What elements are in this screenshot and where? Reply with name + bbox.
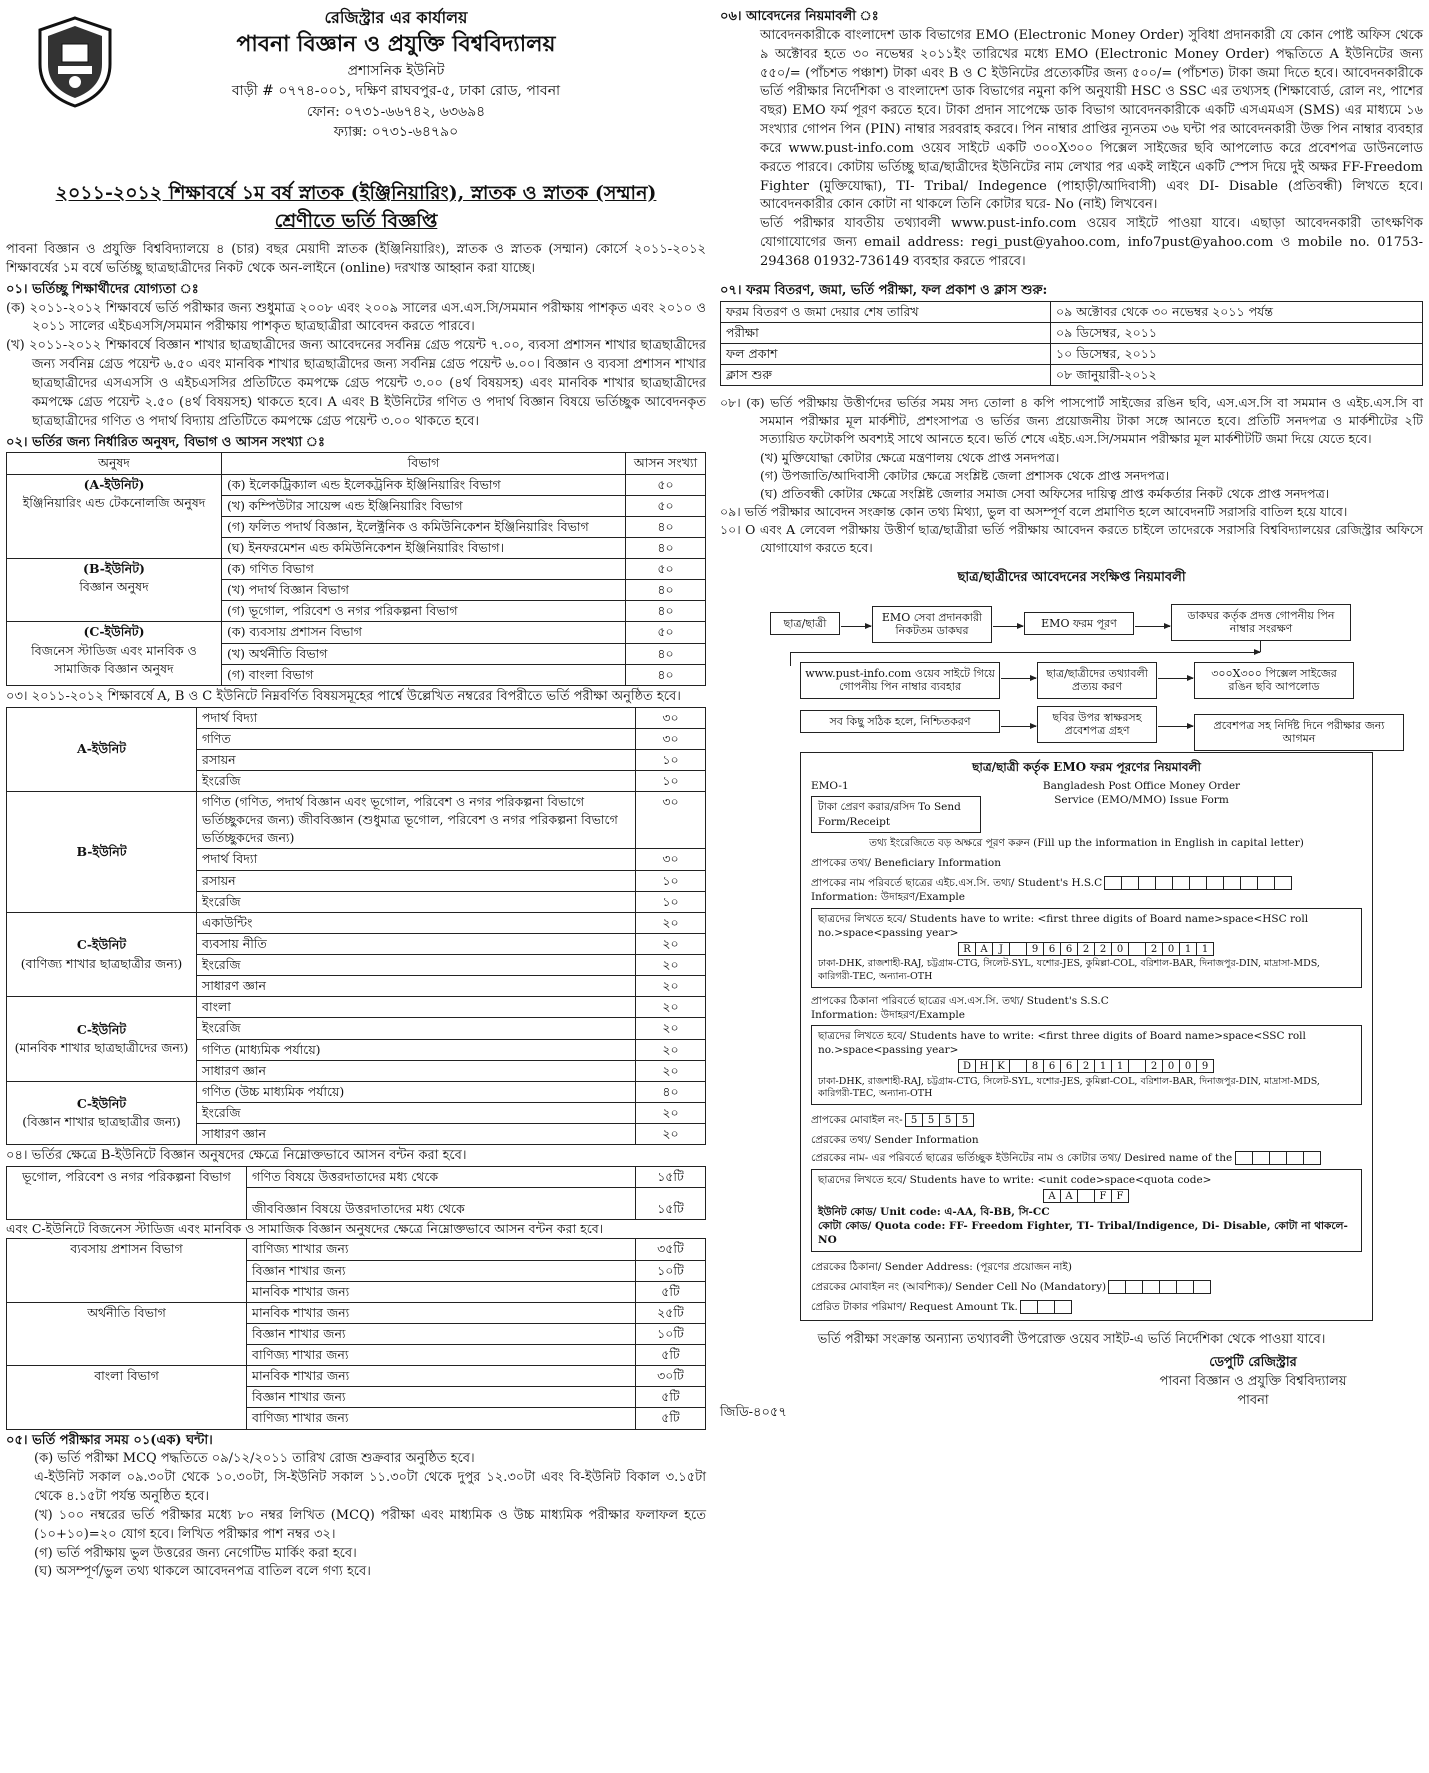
emo-mobile-cells bbox=[906, 1113, 974, 1127]
form-cell: D bbox=[958, 1059, 976, 1073]
emo-send-box: টাকা প্রেরণ করার/রসিদ To Send Form/Receipt bbox=[811, 796, 981, 832]
flow-step-fill-emo: EMO ফরম পূরণ bbox=[1024, 612, 1134, 635]
seat-cell: ৫০ bbox=[626, 474, 706, 495]
s6-heading: ০৬। আবেদনের নিয়মাবলী ঃ bbox=[720, 9, 879, 24]
flow-line bbox=[790, 652, 1260, 653]
b-row-label: জীববিজ্ঞান বিষয়ে উত্তরদাতাদের মধ্য থেকে bbox=[247, 1188, 636, 1220]
faculty-name: ইঞ্জিনিয়ারিং এন্ড টেকনোলজি অনুষদ bbox=[22, 494, 206, 510]
form-cell bbox=[1009, 942, 1027, 956]
unit-name: (A-ইউনিট) bbox=[83, 476, 145, 492]
form-cell: 8 bbox=[1026, 1059, 1044, 1073]
seat-table-body bbox=[7, 474, 706, 685]
seat-cell: ৪০ bbox=[626, 664, 706, 685]
seat-table bbox=[6, 452, 706, 685]
s3-heading: ০৩। ২০১১-২০১২ শিক্ষাবর্ষে A, B ও C ইউনিটে নিম্নবর্ণিত বিষয়সমূহের পার্শ্বে উল্লেখিত নম্বরের বিপরীতে ভর্তি পরীক্ষা অনুষ্ঠিত হবে। bbox=[6, 688, 681, 704]
signature-title: ডেপুটি রেজিস্ট্রার bbox=[1209, 1354, 1297, 1370]
emo-sender-cell-boxes bbox=[1109, 1280, 1211, 1294]
emo-hsc-cells-wrap bbox=[818, 942, 1355, 956]
form-cell: 0 bbox=[1162, 1059, 1180, 1073]
seat-cell: ৪০ bbox=[626, 601, 706, 622]
s5-item-gha: (ঘ) অসম্পূর্ণ/ভুল তথ্য থাকলে আবেদনপত্র বাতিল বলে গণ্য হবে। bbox=[34, 1564, 371, 1580]
emo-hsc-frame bbox=[811, 908, 1362, 988]
table-row bbox=[721, 343, 1423, 364]
marks-table-body bbox=[7, 707, 706, 1145]
emo-mobile-row bbox=[811, 1113, 1362, 1127]
seat-cell: ৪০ bbox=[626, 580, 706, 601]
form-cell: R bbox=[958, 942, 976, 956]
seat-cell: ৫টি bbox=[636, 1387, 706, 1408]
seat-cell: ৫টি bbox=[636, 1281, 706, 1302]
marks-cell: ২০ bbox=[636, 1018, 706, 1039]
subject-cell: ইংরেজি bbox=[197, 891, 636, 912]
flow-step-confirm: সব কিছু সঠিক হলে, নিশ্চিতকরণ bbox=[800, 710, 1000, 733]
stream-cell: বিজ্ঞান শাখার জন্য bbox=[247, 1260, 636, 1281]
flow-step-student: ছাত্র/ছাত্রী bbox=[770, 612, 840, 635]
marks-cell: ১০ bbox=[636, 891, 706, 912]
unit-name: A-ইউনিট bbox=[77, 741, 126, 757]
flow-arrow bbox=[1001, 726, 1036, 727]
emo-unit-frame bbox=[811, 1169, 1362, 1252]
s5-item-ga: (গ) ভর্তি পরীক্ষায় ভুল উত্তরের জন্য নেগেটিভ মার্কিং করা হবে। bbox=[34, 1545, 357, 1561]
s8-item-ka: ০৮। (ক) ভর্তি পরীক্ষায় উত্তীর্ণদের ভর্তির সময় সদ্য তোলা ৪ কপি পাসপোর্ট সাইজের রঙিন ছবি, এস.এস.সি বা সমমান ও এইচ.এস.সি বা সমমান পরীক্ষার মূল মার্কশীট, প্রশংসাপত্র ও ভর্তির জন্য প্রয়োজনীয় টাকা সঙ্গে আনতে হবে। প্রতিটি সনদপত্র ও মার্কশীটের ২টি সত্যায়িত ফটোকপি অবশ্যই সাথে আনতে হবে। ভর্তি শেষে এইচ.এস.সি/সমমান পরীক্ষার মূল মার্কশীটটি জমা দিয়ে যেতে হবে। bbox=[720, 395, 1423, 447]
schedule-label: ফল প্রকাশ bbox=[721, 343, 1051, 364]
form-cell: 2 bbox=[1145, 1059, 1163, 1073]
form-cell: A bbox=[975, 942, 993, 956]
seat-cell: ১০টি bbox=[636, 1323, 706, 1344]
table-row bbox=[7, 622, 706, 643]
unit-name: C-ইউনিট bbox=[76, 1021, 127, 1037]
unit-cell bbox=[7, 997, 197, 1082]
emo-hsc-rule: ছাত্রদের লিখতে হবে/ Students have to write: <first three digits of Board name>space<HSC roll no.>space<passing year> bbox=[818, 912, 1309, 939]
s7-heading: ০৭। ফরম বিতরণ, জমা, ভর্তি পরীক্ষা, ফল প্রকাশ ও ক্লাস শুরু: bbox=[720, 282, 1048, 298]
s6-paragraph-1: আবেদনকারীকে বাংলাদেশ ডাক বিভাগের EMO (Electronic Money Order) সুবিধা প্রদানকারী যে কোন পোষ্ট অফিস থেকে ৯ অক্টোবর হতে ৩০ নভেম্বর ২০১১ইং তারিখের মধ্যে EMO (Electronic Money Order) পদ্ধতিতে A ইউনিটের জন্য ৫৫০/= (পাঁচশত পঞ্চাশ) টাকা এবং B ও C ইউনিটের প্রত্যেকটির জন্য ৫০০/= (পাঁচশত) টাকা জমা দিতে হবে। আবেদনকারীকে ভর্তি পরীক্ষার নির্দেশিকা ও বাংলাদেশ ডাক বিভাগের নমুনা কপি অনুযায়ী HSC ও SSC এর তথ্যসহ (শিক্ষাবোর্ড, রোল নং, পাশের বছর) EMO ফর্ম পূরণ করতে হবে। টাকা প্রদান সাপেক্ষে ডাক বিভাগ আবেদনকারীকে একটি এসএমএস (SMS) এর মাধ্যমে ১৬ সংখ্যার গোপন পিন (PIN) নাম্বার সরবরাহ করবে। পিন নাম্বার প্রাপ্তির ন্যূনতম ৩৬ ঘন্টা পর আবেদনকারী উক্ত পিন নাম্বার ব্যবহার করে www.pust-info.com ওয়েব সাইটে একটি ৩০০X৩০০ পিক্সেল সাইজের ছবি আপলোড করে প্রবেশপত্র ডাউনলোড করতে পারবে। কোটায় ভর্তিচ্ছু ছাত্র/ছাত্রীদের ইউনিটের নাম লেখার পর একই লাইনে একটি স্পেস দিয়ে দুই অক্ষর FF-Freedom Fighter (মুক্তিযোদ্ধা), TI- Tribal/ Indegence (পাহাড়ী/আদিবাসী) এবং DI- Disable (প্রতিবন্ধী) লিখতে হবে। আবেদনকারীর কোন কোটা না থাকলে তিনি কোটার ঘরে- No (নাই) লিখবেন। bbox=[760, 27, 1423, 213]
emo-fill-note: তথ্য ইংরেজিতে বড় অক্ষরে পূরণ করুন (Fill up the information in English in capital letter) bbox=[869, 836, 1304, 849]
seat-cell: ৩০টি bbox=[636, 1366, 706, 1387]
emo-unit-code: ইউনিট কোড/ Unit code: এ-AA, বি-BB, সি-CC bbox=[818, 1206, 1050, 1218]
unit-name: C-ইউনিট bbox=[76, 937, 127, 953]
signature-city: পাবনা bbox=[1237, 1392, 1269, 1408]
faculty-name: বিজ্ঞান অনুষদ bbox=[79, 579, 149, 595]
flow-step-website: www.pust-info.com ওয়েব সাইটে গিয়ে গোপনীয় পিন নাম্বার ব্যবহার bbox=[800, 662, 1000, 698]
unit-name: C-ইউনিট bbox=[76, 1095, 127, 1111]
schedule-value: ০৮ জানুয়ারী-২০১২ bbox=[1051, 365, 1423, 386]
footer-note: ভর্তি পরীক্ষা সংক্রান্ত অন্যান্য তথ্যাবলী উপরোক্ত ওয়েব সাইট-এ ভর্তি নির্দেশিকা থেকে পাওয়া যাবে। bbox=[817, 1332, 1326, 1348]
subject-cell: একাউন্টিং bbox=[197, 912, 636, 933]
emo-sender-cell: প্রেরকের মোবাইল নং (আবশ্যিক)/ Sender Cell No (Mandatory) bbox=[811, 1280, 1107, 1293]
s1-heading: ০১। ভর্তিচ্ছু শিক্ষার্থীদের যোগ্যতা ঃ bbox=[6, 281, 199, 297]
marks-cell: ৩০ bbox=[636, 728, 706, 749]
marks-cell: ২০ bbox=[636, 1124, 706, 1145]
right-column bbox=[720, 6, 1423, 1434]
emo-info-example-2: Information: উদাহরণ/Example bbox=[811, 1008, 965, 1021]
marks-cell: ৩০ bbox=[636, 707, 706, 728]
letterhead bbox=[6, 6, 706, 178]
subject-cell: সাধারণ জ্ঞান bbox=[197, 1124, 636, 1145]
marks-cell: ৩০ bbox=[636, 849, 706, 870]
unit-cell bbox=[7, 622, 222, 685]
form-cell: 6 bbox=[1060, 1059, 1078, 1073]
flow-step-post-office: EMO সেবা প্রদানকারী নিকটতম ডাকঘর bbox=[872, 606, 992, 642]
table-row bbox=[7, 707, 706, 728]
flow-step-upload-photo: ৩০০X৩০০ পিক্সেল সাইজের রঙিন ছবি আপলোড bbox=[1194, 662, 1354, 698]
unit-name: প্রশাসনিক ইউনিট bbox=[347, 63, 445, 80]
gd-number: জিডি-৪০৫৭ bbox=[720, 1404, 787, 1420]
form-cell: 5 bbox=[922, 1113, 940, 1127]
form-cell: 9 bbox=[1196, 1059, 1214, 1073]
notice-subtitle: শ্রেণীতে ভর্তি বিজ্ঞপ্তি bbox=[274, 209, 438, 232]
emo-title: ছাত্র/ছাত্রী কর্তৃক EMO ফরম পূরণের নিয়মাবলী bbox=[972, 760, 1201, 775]
form-cell: F bbox=[1111, 1189, 1129, 1203]
emo-left bbox=[811, 779, 981, 836]
s6-paragraph-2: ভর্তি পরীক্ষার যাবতীয় তথ্যাবলী www.pust-info.com ওয়েব সাইটে পাওয়া যাবে। এছাড়া আবেদনকারী তাৎক্ষণিক যোগাযোগের জন্য email address: regi_pust@yahoo.com, info7pust@yahoo.com ও mobile no. 01753-294368 01932-736149 ব্যবহার করতে পারবে। bbox=[760, 216, 1423, 269]
unit-cell bbox=[7, 559, 222, 622]
emo-beneficiary: প্রাপকের তথ্য/ Beneficiary Information bbox=[811, 857, 1001, 869]
c-allocation-body bbox=[7, 1239, 706, 1429]
form-cell: 6 bbox=[1060, 942, 1078, 956]
marks-cell: ২০ bbox=[636, 933, 706, 954]
marks-cell: ১০ bbox=[636, 770, 706, 791]
table-row bbox=[7, 792, 706, 849]
flow-arrow bbox=[1001, 678, 1036, 679]
dept-cell: (ক) গণিত বিভাগ bbox=[222, 559, 626, 580]
form-cell: 5 bbox=[905, 1113, 923, 1127]
table-row bbox=[7, 1081, 706, 1102]
form-cell: A bbox=[1043, 1189, 1061, 1203]
b-row-label: গণিত বিষয়ে উত্তরদাতাদের মধ্য থেকে bbox=[247, 1167, 636, 1188]
subject-cell: রসায়ন bbox=[197, 870, 636, 891]
dept-cell: (খ) পদার্থ বিজ্ঞান বিভাগ bbox=[222, 580, 626, 601]
form-cell bbox=[1009, 1059, 1027, 1073]
subject-cell: ইংরেজি bbox=[197, 955, 636, 976]
unit-name: (B-ইউনিট) bbox=[83, 561, 145, 576]
form-cell: 9 bbox=[1026, 942, 1044, 956]
emo-code: EMO-1 bbox=[811, 780, 849, 793]
subject-cell: পদার্থ বিদ্যা bbox=[197, 849, 636, 870]
flow-arrow bbox=[1135, 626, 1170, 627]
form-cell: 6 bbox=[1043, 1059, 1061, 1073]
marks-cell: ২০ bbox=[636, 1039, 706, 1060]
seat-cell: ৩৫টি bbox=[636, 1239, 706, 1260]
marks-cell: ১০ bbox=[636, 749, 706, 770]
emo-desired-label: প্রেরকের নাম- এর পরিবর্তে ছাত্রের ভর্তিচ্ছুক ইউনিটের নাম ও কোটার তথ্য/ Desired name of the bbox=[811, 1152, 1233, 1165]
form-cell: 0 bbox=[1111, 942, 1129, 956]
marks-cell: ২০ bbox=[636, 1102, 706, 1123]
university-name: পাবনা বিজ্ঞান ও প্রযুক্তি বিশ্ববিদ্যালয় bbox=[236, 31, 556, 58]
marks-cell: ২০ bbox=[636, 912, 706, 933]
form-cell: 1 bbox=[1111, 1059, 1129, 1073]
s6-body bbox=[720, 27, 1423, 272]
schedule-value: ১০ ডিসেম্বর, ২০১১ bbox=[1051, 343, 1423, 364]
schedule-table bbox=[720, 301, 1423, 387]
dept-cell: (ঘ) ইনফরমেশন এন্ড কমিউনিকেশন ইঞ্জিনিয়ারিং বিভাগ। bbox=[222, 537, 626, 558]
emo-hsc-cells bbox=[959, 942, 1214, 956]
subject-cell: গণিত (গণিত, পদার্থ বিজ্ঞান এবং ভূগোল, পরিবেশ ও নগর পরিকল্পনা বিভাগে ভর্তিচ্ছুকদের জন্য) জীববিজ্ঞান (শুধুমাত্র ভূগোল, পরিবেশ ও নগর পরিকল্পনা বিভাগে ভর্তিচ্ছুকদের জন্য) bbox=[197, 792, 636, 849]
stream-cell: মানবিক শাখার জন্য bbox=[247, 1366, 636, 1387]
unit-sub: (মানবিক শাখার ছাত্রছাত্রীদের জন্য) bbox=[14, 1040, 189, 1056]
flow-arrow bbox=[1158, 678, 1193, 679]
emo-unit-cells-wrap bbox=[818, 1189, 1355, 1203]
emo-desired-boxes bbox=[1236, 1151, 1321, 1165]
faculty-name: বিজনেস স্টাডিজ এবং মানবিক ও সামাজিক বিজ্ঞান অনুষদ bbox=[31, 642, 197, 676]
application-flowchart bbox=[720, 596, 1423, 746]
dept-cell: (গ) ফলিত পদার্থ বিজ্ঞান, ইলেক্ট্রনিক ও কমিউনিকেশন ইঞ্জিনিয়ারিং বিভাগ bbox=[222, 516, 626, 537]
subject-cell: গণিত (উচ্চ মাধ্যমিক পর্যায়ে) bbox=[197, 1081, 636, 1102]
emo-amount-row bbox=[811, 1300, 1362, 1314]
stream-cell: মানবিক শাখার জন্য bbox=[247, 1281, 636, 1302]
stream-cell: বিজ্ঞান শাখার জন্য bbox=[247, 1387, 636, 1408]
form-cell: 1 bbox=[1179, 942, 1197, 956]
flow-arrow bbox=[841, 626, 871, 627]
table-row bbox=[721, 365, 1423, 386]
flow-arrow bbox=[993, 626, 1023, 627]
subject-cell: গণিত bbox=[197, 728, 636, 749]
form-cell: 2 bbox=[1145, 942, 1163, 956]
schedule-label: ক্লাস শুরু bbox=[721, 365, 1051, 386]
marks-table bbox=[6, 707, 706, 1146]
emo-amount: প্রেরিত টাকার পরিমাণ/ Request Amount Tk. bbox=[811, 1300, 1018, 1313]
seat-cell: ৪০ bbox=[626, 516, 706, 537]
stream-cell: বাণিজ্য শাখার জন্য bbox=[247, 1408, 636, 1429]
table-row bbox=[721, 322, 1423, 343]
emo-ssc-label: প্রাপকের ঠিকানা পরিবর্তে ছাত্রের এস.এস.সি. তথ্য/ Student's S.S.C bbox=[811, 994, 1109, 1007]
b-dept: ভূগোল, পরিবেশ ও নগর পরিকল্পনা বিভাগ bbox=[7, 1167, 247, 1220]
emo-quota-code: কোটা কোড/ Quota code: FF- Freedom Fighter, TI- Tribal/Indigence, Di- Disable, কোটা না থাকলে- NO bbox=[818, 1220, 1348, 1247]
seat-table-header: অনুষদ bbox=[7, 453, 222, 474]
seat-cell: ৫০ bbox=[626, 559, 706, 580]
s5-item-ka2: এ-ইউনিট সকাল ০৯.৩০টা থেকে ১০.৩০টা, সি-ইউনিট সকাল ১১.৩০টা থেকে দুপুর ১২.৩০টা এবং বি-ইউনিট বিকাল ৩.১৫টা থেকে ৪.১৫টা পর্যন্ত অনুষ্ঠিত হবে। bbox=[34, 1470, 706, 1505]
emo-ssc-rule: ছাত্রদের লিখতে হবে/ Students have to write: <first three digits of Board name>space<SSC roll no.>space<passing year> bbox=[818, 1030, 1306, 1057]
s10-item: ১০। O এবং A লেবেল পরীক্ষায় উত্তীর্ণ ছাত্র/ছাত্রীরা ভর্তি পরীক্ষায় আবেদন করতে চাইলে তাদেরকে সরাসরি বিশ্ববিদ্যালয়ের রেজিস্ট্রার অফিসে যোগাযোগ করতে হবে। bbox=[720, 522, 1423, 556]
subject-cell: সাধারণ জ্ঞান bbox=[197, 976, 636, 997]
emo-sender: প্রেরকের তথ্য/ Sender Information bbox=[811, 1134, 979, 1147]
seat-cell: ৫০ bbox=[626, 495, 706, 516]
left-column bbox=[6, 6, 706, 1582]
unit-sub: (বিজ্ঞান শাখার ছাত্রছাত্রীর জন্য) bbox=[22, 1114, 181, 1130]
subject-cell: ইংরেজি bbox=[197, 1018, 636, 1039]
seat-cell: ৫টি bbox=[636, 1408, 706, 1429]
b-row-seats: ১৫টি bbox=[636, 1167, 706, 1188]
form-cell: 5 bbox=[939, 1113, 957, 1127]
s8-item-ga: (গ) উপজাতি/আদিবাসী কোটার ক্ষেত্রে সংশ্লিষ্ট জেলা প্রশাসক থেকে প্রাপ্ত সনদপত্র। bbox=[760, 467, 1170, 483]
b-allocation-table bbox=[6, 1166, 706, 1220]
emo-mobile-label: প্রাপকের মোবাইল নং- bbox=[811, 1114, 903, 1127]
s1-item-kha: (খ) ২০১১-২০১২ শিক্ষাবর্ষে বিজ্ঞান শাখার ছাত্রছাত্রীদের জন্য আবেদনের সর্বনিম্ন গ্রেড পয়েন্ট ৭.০০, ব্যবসা প্রশাসন শাখার ছাত্রছাত্রীদের জন্য সর্বনিম্ন গ্রেড পয়েন্ট ৬.৫০ এবং মানবিক শাখার ছাত্রছাত্রীদের জন্য সর্বনিম্ন গ্রেড পয়েন্ট ৬.০০। বিজ্ঞান ও ব্যবসা প্রশাসন শাখার ছাত্রছাত্রীদের এসএসসি ও এইচএসসির প্রতিটিতে কমপক্ষে গ্রেড পয়েন্ট ৩.০০ (৪র্থ বিষয়সহ) এবং মানবিক শাখার ছাত্রছাত্রীদের কমপক্ষে গ্রেড পয়েন্ট ২.৫০ (৪র্থ বিষয়সহ) থাকতে হবে। A এবং B ইউনিটের গণিত ও পদার্থ বিজ্ঞান বিষয়ে ভর্তিচ্ছুক আবেদনকৃত ছাত্রছাত্রীদের গণিত ও পদার্থ বিদ্যায় প্রতিটিতে কমপক্ষে গ্রেড পয়েন্ট ৩.০০ থাকতে হবে। bbox=[6, 338, 706, 429]
subject-cell: ব্যবসায় নীতি bbox=[197, 933, 636, 954]
form-cell: 2 bbox=[1077, 1059, 1095, 1073]
seat-cell: ১০টি bbox=[636, 1260, 706, 1281]
form-cell: K bbox=[992, 1059, 1010, 1073]
flow-line bbox=[790, 652, 791, 666]
schedule-label: পরীক্ষা bbox=[721, 322, 1051, 343]
emo-spacer bbox=[1302, 779, 1362, 836]
table-row bbox=[7, 559, 706, 580]
schedule-label: ফরম বিতরণ ও জমা দেয়ার শেষ তারিখ bbox=[721, 301, 1051, 322]
signature-area bbox=[720, 1354, 1423, 1434]
s5-item-kha: (খ) ১০০ নম্বরের ভর্তি পরীক্ষার মধ্যে ৮০ নম্বর লিখিত (MCQ) পরীক্ষা এবং মাধ্যমিক ও উচ্চ মাধ্যমিক পরীক্ষার ফলাফল হতে (১০+১০)=২০ যোগ হবে। লিখিত পরীক্ষার পাশ নম্বর ৩২। bbox=[34, 1507, 706, 1542]
emo-hsc-row bbox=[811, 876, 1362, 890]
table-row bbox=[721, 301, 1423, 322]
emo-boards-2: ঢাকা-DHK, রাজশাহী-RAJ, চট্টগ্রাম-CTG, সিলেট-SYL, যশোর-JES, কুমিল্লা-COL, বরিশাল-BAR, দিনাজপুর-DIN, মাদ্রাসা-MDS, কারিগরী-TEC, অন্যান্য-OTH bbox=[818, 1075, 1320, 1100]
form-cell bbox=[1128, 942, 1146, 956]
form-cell: 6 bbox=[1043, 942, 1061, 956]
emo-office: Bangladesh Post Office Money Order Service (EMO/MMO) Issue Form bbox=[1042, 780, 1241, 807]
emo-info-example: Information: উদাহরণ/Example bbox=[811, 891, 965, 904]
dept-cell: (ক) ইলেকট্রিক্যাল এন্ড ইলেকট্রনিক ইঞ্জিনিয়ারিং বিভাগ bbox=[222, 474, 626, 495]
schedule-table-body bbox=[721, 301, 1423, 386]
subject-cell: পদার্থ বিদ্যা bbox=[197, 707, 636, 728]
unit-cell bbox=[7, 912, 197, 997]
seat-cell: ৫০ bbox=[626, 622, 706, 643]
c-allocation-table bbox=[6, 1238, 706, 1429]
table-row bbox=[7, 1239, 706, 1260]
emo-sender-address: প্রেরকের ঠিকানা/ Sender Address: (পূরণের প্রয়োজন নাই) bbox=[811, 1260, 1072, 1273]
table-row bbox=[7, 1167, 706, 1188]
fax: ফ্যাক্স: ০৭৩১-৬৪৭৯০ bbox=[333, 123, 459, 140]
marks-cell: ৩০ bbox=[636, 792, 706, 849]
form-cell: 1 bbox=[1196, 942, 1214, 956]
seat-cell: ৪০ bbox=[626, 643, 706, 664]
unit-cell bbox=[7, 792, 197, 913]
flow-title: ছাত্র/ছাত্রীদের আবেদনের সংক্ষিপ্ত নিয়মাবলী bbox=[957, 570, 1186, 586]
table-row bbox=[7, 1366, 706, 1387]
flow-step-admit-card: ছবির উপর স্বাক্ষরসহ প্রবেশপত্র গ্রহণ bbox=[1037, 706, 1157, 742]
schedule-value: ০৯ অক্টোবর থেকে ৩০ নভেম্বর ২০১১ পর্যন্ত bbox=[1051, 301, 1423, 322]
form-cell bbox=[1128, 1059, 1146, 1073]
s1-item-ka: (ক) ২০১১-২০১২ শিক্ষাবর্ষে ভর্তি পরীক্ষার জন্য শুধুমাত্র ২০০৮ এবং ২০০৯ সালের এস.এস.সি/সমমান পরীক্ষায় পাশকৃত এবং ২০১০ ও ২০১১ সালের এইচএসসি/সমমান পরীক্ষায় পাশকৃত ছাত্রছাত্রীরা আবেদন করতে পারবে। bbox=[6, 300, 706, 335]
form-cell: 5 bbox=[956, 1113, 974, 1127]
flow-step-exam-day: প্রবেশপত্র সহ নির্দিষ্ট দিনে পরীক্ষার জন্য আগমন bbox=[1194, 714, 1404, 750]
form-cell: 2 bbox=[1094, 942, 1112, 956]
emo-ssc-cells-wrap bbox=[818, 1059, 1355, 1073]
b-row-seats: ১৫টি bbox=[636, 1188, 706, 1220]
table-row bbox=[7, 474, 706, 495]
marks-cell: ২০ bbox=[636, 997, 706, 1018]
flow-step-verify: ছাত্র/ছাত্রীদের তথ্যাবলী প্রত্যয় করণ bbox=[1037, 662, 1157, 698]
subject-cell: ইংরেজি bbox=[197, 1102, 636, 1123]
dept-cell: (খ) অর্থনীতি বিভাগ bbox=[222, 643, 626, 664]
emo-desired-row bbox=[811, 1151, 1362, 1165]
unit-cell bbox=[7, 707, 197, 792]
subject-cell: রসায়ন bbox=[197, 749, 636, 770]
stream-cell: বাণিজ্য শাখার জন্য bbox=[247, 1239, 636, 1260]
emo-top bbox=[811, 779, 1362, 836]
s8-item-kha: (খ) মুক্তিযোদ্ধা কোটার ক্ষেত্রে মন্ত্রণালয় থেকে প্রাপ্ত সনদপত্র। bbox=[760, 449, 1060, 465]
marks-cell: ২০ bbox=[636, 976, 706, 997]
flow-step-save-pin: ডাকঘর কর্তৃক প্রদত্ত গোপনীয় পিন নাম্বার সংরক্ষণ bbox=[1171, 604, 1351, 640]
form-cell: 0 bbox=[1162, 942, 1180, 956]
seat-cell: ৫টি bbox=[636, 1345, 706, 1366]
form-cell: F bbox=[1094, 1189, 1112, 1203]
emo-sender-cell-row bbox=[811, 1280, 1362, 1294]
emo-ssc-cells bbox=[959, 1059, 1214, 1073]
form-cell: A bbox=[1060, 1189, 1078, 1203]
unit-name: (C-ইউনিট) bbox=[83, 624, 145, 640]
s9-item: ০৯। ভর্তি পরীক্ষার আবেদন সংক্রান্ত কোন তথ্য মিথ্যা, ভুল বা অসম্পূর্ণ বলে প্রমাণিত হলে আবেদনটি সরাসরি বাতিল হয়ে যাবে। bbox=[720, 503, 1348, 519]
stream-cell: বিজ্ঞান শাখার জন্য bbox=[247, 1323, 636, 1344]
form-cell: 1 bbox=[1094, 1059, 1112, 1073]
seat-table-header: আসন সংখ্যা bbox=[626, 453, 706, 474]
marks-cell: ২০ bbox=[636, 1060, 706, 1081]
dept-cell: (ক) ব্যবসায় প্রশাসন বিভাগ bbox=[222, 622, 626, 643]
office-name: রেজিস্ট্রার এর কার্যালয় bbox=[324, 8, 468, 27]
emo-amount-boxes bbox=[1021, 1300, 1072, 1314]
phone: ফোন: ০৭৩১-৬৬৭৪২, ৬৩৬৯৪ bbox=[306, 103, 486, 120]
dept-cell: ব্যবসায় প্রশাসন বিভাগ bbox=[7, 1239, 247, 1302]
seat-cell: ৪০ bbox=[626, 537, 706, 558]
table-row bbox=[7, 1302, 706, 1323]
subject-cell: গণিত (মাধ্যমিক পর্যায়ে) bbox=[197, 1039, 636, 1060]
marks-cell: ২০ bbox=[636, 955, 706, 976]
table-row bbox=[7, 912, 706, 933]
emo-boards: ঢাকা-DHK, রাজশাহী-RAJ, চট্টগ্রাম-CTG, সিলেট-SYL, যশোর-JES, কুমিল্লা-COL, বরিশাল-BAR, দিনাজপুর-DIN, মাদ্রাসা-MDS, কারিগরী-TEC, অন্যান্য-OTH bbox=[818, 958, 1320, 982]
schedule-value: ০৯ ডিসেম্বর, ২০১১ bbox=[1051, 322, 1423, 343]
form-cell: 0 bbox=[1179, 1059, 1197, 1073]
unit-name: B-ইউনিট bbox=[76, 843, 127, 859]
subject-cell: সাধারণ জ্ঞান bbox=[197, 1060, 636, 1081]
seat-table-header: বিভাগ bbox=[222, 453, 626, 474]
s5-item-ka: (ক) ভর্তি পরীক্ষা MCQ পদ্ধতিতে ০৯/১২/২০১১ তারিখ রোজ শুক্রবার অনুষ্ঠিত হবে। bbox=[34, 1451, 475, 1467]
signature-block bbox=[1103, 1354, 1403, 1434]
stream-cell: বাণিজ্য শাখার জন্য bbox=[247, 1345, 636, 1366]
dept-cell: বাংলা বিভাগ bbox=[7, 1366, 247, 1429]
s4-heading: ০৪। ভর্তির ক্ষেত্রে B-ইউনিটে বিজ্ঞান অনুষদের ক্ষেত্রে নিম্নোক্তভাবে আসন বন্টন করা হবে। bbox=[6, 1148, 467, 1164]
university-logo-icon bbox=[34, 14, 116, 110]
emo-unit-cells bbox=[1044, 1189, 1129, 1203]
address: বাড়ী # ০৭৭৪-০০১, দক্ষিণ রাঘবপুর-৫, ঢাকা রোড, পাবনা bbox=[231, 83, 561, 100]
form-cell bbox=[1077, 1189, 1095, 1203]
form-cell: 2 bbox=[1077, 942, 1095, 956]
flow-arrow bbox=[1158, 726, 1193, 727]
marks-cell: ৪০ bbox=[636, 1081, 706, 1102]
s8-item-gha: (ঘ) প্রতিবন্ধী কোটার ক্ষেত্রে সংশ্লিষ্ট জেলার সমাজ সেবা অফিসের দায়িত্ব প্রাপ্ত কর্মকর্তার নিকট থেকে প্রাপ্ত সনদপত্র। bbox=[760, 485, 1330, 501]
c-allocation-heading: এবং C-ইউনিটে বিজনেস স্টাডিজ এবং মানবিক ও সামাজিক বিজ্ঞান অনুষদের ক্ষেত্রে নিম্নোক্তভাবে আসন বন্টন করা হবে। bbox=[6, 1221, 604, 1237]
s2-heading: ০২। ভর্তির জন্য নির্ধারিত অনুষদ, বিভাগ ও আসন সংখ্যা ঃ bbox=[6, 434, 325, 450]
dept-cell: অর্থনীতি বিভাগ bbox=[7, 1302, 247, 1365]
emo-hsc-empty-boxes bbox=[1105, 876, 1292, 890]
unit-cell bbox=[7, 474, 222, 559]
emo-ssc-frame bbox=[811, 1025, 1362, 1105]
emo-form-sample bbox=[800, 752, 1373, 1321]
notice-title: ২০১১-২০১২ শিক্ষাবর্ষে ১ম বর্ষ স্নাতক (ইঞ্জিনিয়ারিং), স্নাতক ও স্নাতক (সম্মান) bbox=[55, 182, 657, 204]
s8-block bbox=[720, 394, 1423, 557]
s5-body bbox=[6, 1450, 706, 1582]
form-cell: H bbox=[975, 1059, 993, 1073]
unit-sub: (বাণিজ্য শাখার ছাত্রছাত্রীর জন্য) bbox=[20, 955, 183, 971]
seat-cell: ২৫টি bbox=[636, 1302, 706, 1323]
subject-cell: বাংলা bbox=[197, 997, 636, 1018]
dept-cell: (গ) বাংলা বিভাগ bbox=[222, 664, 626, 685]
stream-cell: মানবিক শাখার জন্য bbox=[247, 1302, 636, 1323]
signature-university: পাবনা বিজ্ঞান ও প্রযুক্তি বিশ্ববিদ্যালয় bbox=[1159, 1373, 1347, 1389]
dept-cell: (খ) কম্পিউটার সায়েন্স এন্ড ইঞ্জিনিয়ারিং বিভাগ bbox=[222, 495, 626, 516]
emo-unit-rule: ছাত্রদের লিখতে হবে/ Students have to write: <unit code>space<quota code> bbox=[818, 1173, 1212, 1186]
intro-paragraph: পাবনা বিজ্ঞান ও প্রযুক্তি বিশ্ববিদ্যালয়ে ৪ (চার) বছর মেয়াদী স্নাতক (ইঞ্জিনিয়ারিং), স্নাতক ও স্নাতক (সম্মান) কোর্সে ২০১১-২০১২ শিক্ষাবর্ষের ১ম বর্ষে ভর্তিচ্ছু ছাত্রছাত্রীদের নিকট থেকে অন-লাইনে (online) দরখাস্ত আহ্বান করা যাচ্ছে। bbox=[6, 242, 706, 276]
unit-cell bbox=[7, 1081, 197, 1144]
emo-hsc-label: প্রাপকের নাম পরিবর্তে ছাত্রের এইচ.এস.সি. তথ্য/ Student's H.S.C bbox=[811, 877, 1103, 890]
letterhead-text bbox=[176, 6, 616, 142]
marks-cell: ১০ bbox=[636, 870, 706, 891]
dept-cell: (গ) ভূগোল, পরিবেশ ও নগর পরিকল্পনা বিভাগ bbox=[222, 601, 626, 622]
table-row bbox=[7, 997, 706, 1018]
s5-heading: ০৫। ভর্তি পরীক্ষার সময় ০১(এক) ঘন্টা। bbox=[6, 1432, 213, 1448]
form-cell: J bbox=[992, 942, 1010, 956]
subject-cell: ইংরেজি bbox=[197, 770, 636, 791]
